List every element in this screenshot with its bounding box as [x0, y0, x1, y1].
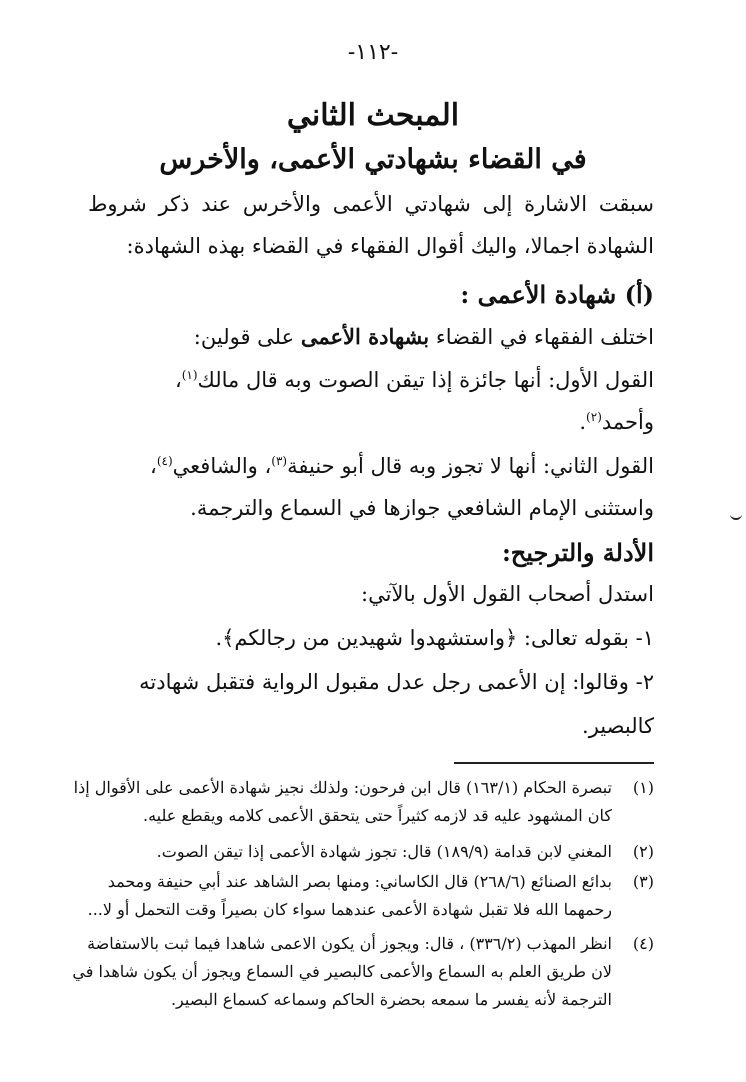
- footnote-4: [88, 934, 654, 953]
- footnote-2: [88, 842, 654, 861]
- evidence-item-2-continued: كالبصير.: [582, 714, 654, 738]
- footnote-ref-2[interactable]: (٢): [586, 410, 602, 424]
- footnote-3: [88, 872, 654, 891]
- footnote-3-line-1: بدائع الصنائع (٢٦٨/٦) قال الكاساني: ومنها بصر الشاهد عند أبي حنيفة ومحمد: [107, 872, 612, 891]
- footnote-1: [73, 778, 654, 797]
- footnote-3-line-2: رحمهما الله فلا تقبل شهادة الأعمى عندهما سواء كان بصيراً وقت التحمل أو لا...: [87, 900, 612, 919]
- opinion-two-comma: ،: [150, 454, 157, 478]
- evidence-item-1: ١- بقوله تعالى: ﴿واستشهدوا شهيدين من رجالكم﴾.: [215, 626, 654, 650]
- footnote-2-number: (٢): [632, 842, 654, 861]
- margin-mark: [730, 510, 742, 520]
- footnote-4-line-3: الترجمة لأنه يفسر ما سمعه بحضرة الحاكم وسماعه كسماع البصير.: [170, 990, 612, 1009]
- opinion-two-line-2: واستثنى الإمام الشافعي جوازها في السماع والترجمة.: [190, 496, 654, 520]
- footnote-1-line-1: تبصرة الحكام (١٦٣/١) قال ابن فرحون: ولذلك نجيز شهادة الأعمى على الأقوال إذا: [73, 778, 612, 797]
- opinion-one-comma: ،: [174, 368, 182, 392]
- evidence-intro: استدل أصحاب القول الأول بالآتي:: [361, 582, 654, 606]
- page-number: -١١٢-: [347, 40, 399, 65]
- footnote-2-line-1: المغني لابن قدامة (١٨٩/٩) قال: تجوز شهادة الأعمى إذا تيقن الصوت.: [156, 842, 612, 861]
- evidence-heading: الأدلة والترجيح:: [501, 538, 654, 567]
- subsection-heading-blind-testimony: (أ) شهادة الأعمى :: [460, 280, 654, 309]
- opinion-one-text: القول الأول: أنها جائزة إذا تيقن الصوت وبه قال مالك: [197, 368, 654, 392]
- disagreement-paragraph: [88, 324, 654, 349]
- footnote-4-line-1: انظر المهذب (٣٣٦/٢) ، قال: ويجوز أن يكون الاعمى شاهدا فيما ثبت بالاستفاضة: [87, 934, 612, 953]
- disagreement-bold-term: بشهادة الأعمى: [300, 324, 430, 349]
- evidence-item-2: ٢- وقالوا: إن الأعمى رجل عدل مقبول الرواية فتقبل شهادته: [139, 670, 654, 694]
- intro-line-1: سبقت الاشارة إلى شهادتي الأعمى والأخرس عند ذكر شروط: [88, 192, 654, 216]
- footnote-ref-1[interactable]: (١): [181, 368, 198, 382]
- disagreement-text-start: اختلف الفقهاء في القضاء: [429, 325, 654, 349]
- footnote-1-line-2: كان المشهود عليه قد لازمه كثيراً حتى يتحقق الأعمى كلامه ويقطع عليه.: [142, 806, 612, 825]
- section-title: المبحث الثاني: [286, 98, 460, 133]
- opinion-one-line-1: [88, 368, 654, 392]
- opinion-two-line-1: [88, 454, 654, 478]
- footnote-3-number: (٣): [632, 872, 654, 891]
- disagreement-text-end: على قولين:: [193, 325, 301, 349]
- footnote-ref-4[interactable]: (٤): [156, 454, 173, 468]
- footnote-4-number: (٤): [632, 934, 654, 953]
- opinion-two-text-a: القول الثاني: أنها لا تجوز وبه قال أبو حنيفة: [287, 454, 654, 478]
- opinion-one-period: .: [579, 410, 587, 434]
- footnote-ref-3[interactable]: (٣): [271, 454, 288, 468]
- intro-line-2: الشهادة اجمالا، واليك أقوال الفقهاء في القضاء بهذه الشهادة:: [126, 234, 654, 258]
- opinion-two-text-b: ، والشافعي: [172, 454, 272, 478]
- footnote-divider: [454, 762, 654, 764]
- footnote-4-line-2: لان طريق العلم به السماع والأعمى كالبصير في السماع ويجوز أن يكون شاهدا في: [72, 962, 612, 981]
- section-subtitle: في القضاء بشهادتي الأعمى، والأخرس: [159, 144, 587, 175]
- footnote-1-number: (١): [632, 778, 654, 797]
- opinion-one-line-2: [88, 410, 654, 434]
- opinion-one-scholar: وأحمد: [601, 410, 654, 434]
